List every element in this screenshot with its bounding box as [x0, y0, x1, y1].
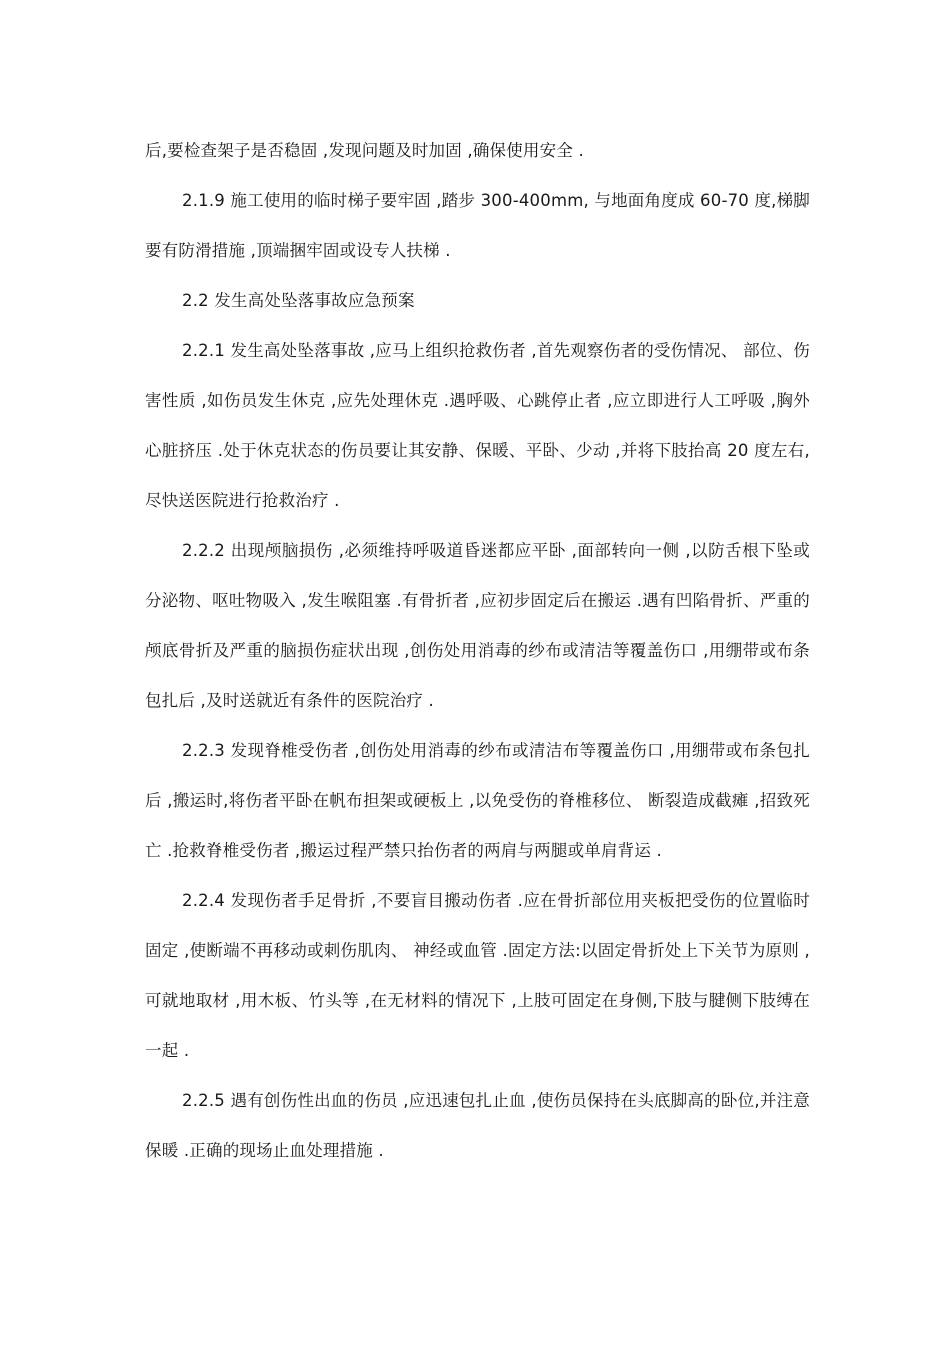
- section-heading-2-2: 2.2 发生高处坠落事故应急预案: [182, 291, 415, 310]
- paragraph-2-2-5: 2.2.5 遇有创伤性出血的伤员 ,应迅速包扎止血 ,使伤员保持在头底脚高的卧位,并注意保暖 .正确的现场止血处理措施 .: [145, 1091, 810, 1160]
- document-body: [145, 126, 810, 1176]
- paragraph-2-1-9: 2.1.9 施工使用的临时梯子要牢固 ,踏步 300-400mm, 与地面角度成 60-70 度,梯脚要有防滑措施 ,顶端捆牢固或设专人扶梯 .: [145, 191, 810, 260]
- paragraph-continuation: 后,要检查架子是否稳固 ,发现问题及时加固 ,确保使用安全 .: [145, 141, 584, 160]
- paragraph-2-2-1: 2.2.1 发生高处坠落事故 ,应马上组织抢救伤者 ,首先观察伤者的受伤情况、 部位、伤害性质 ,如伤员发生休克 ,应先处理休克 .遇呼吸、心跳停止者 ,应立即进行人工呼吸 ,胸外心脏挤压 .处于休克状态的伤员要让其安静、保暖、平卧、少动 ,并将下肢抬高 20 度左右,尽快送医院进行抢救治疗 .: [145, 341, 810, 510]
- paragraph-2-2-2: 2.2.2 出现颅脑损伤 ,必须维持呼吸道昏迷都应平卧 ,面部转向一侧 ,以防舌根下坠或分泌物、呕吐物吸入 ,发生喉阻塞 .有骨折者 ,应初步固定后在搬运 .遇有凹陷骨折、严重的颅底骨折及严重的脑损伤症状出现 ,创伤处用消毒的纱布或清洁等覆盖伤口 ,用绷带或布条包扎后 ,及时送就近有条件的医院治疗 .: [145, 541, 810, 710]
- paragraph-2-2-4: 2.2.4 发现伤者手足骨折 ,不要盲目搬动伤者 .应在骨折部位用夹板把受伤的位置临时固定 ,使断端不再移动或刺伤肌肉、 神经或血管 .固定方法:以固定骨折处上下关节为原则 ,可就地取材 ,用木板、竹头等 ,在无材料的情况下 ,上肢可固定在身侧,下肢与腱侧下肢缚在一起 .: [145, 891, 810, 1060]
- paragraph-2-2-3: 2.2.3 发现脊椎受伤者 ,创伤处用消毒的纱布或清洁布等覆盖伤口 ,用绷带或布条包扎后 ,搬运时,将伤者平卧在帆布担架或硬板上 ,以免受伤的脊椎移位、 断裂造成截瘫 ,招致死亡 .抢救脊椎受伤者 ,搬运过程严禁只抬伤者的两肩与两腿或单肩背运 .: [145, 741, 810, 860]
